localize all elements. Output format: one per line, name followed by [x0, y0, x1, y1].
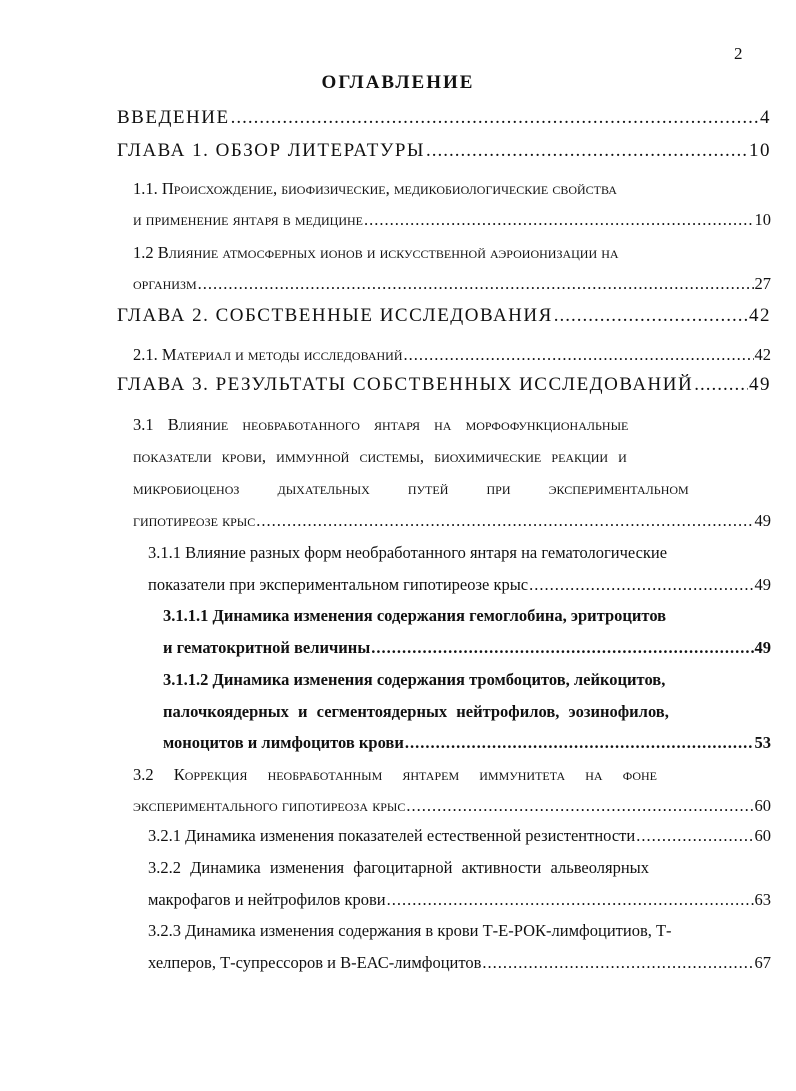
toc-entry-label: макрофагов и нейтрофилов крови: [148, 890, 386, 909]
dot-leader: [426, 140, 748, 162]
toc-entry-chapter-3[interactable]: [117, 374, 771, 396]
toc-page-number: 10: [749, 140, 771, 161]
toc-page-number: 42: [749, 305, 771, 326]
dot-leader: [404, 345, 754, 365]
dot-leader: [256, 511, 753, 531]
toc-page-number: 49: [754, 511, 771, 530]
toc-page-number: 60: [754, 796, 771, 815]
dot-leader: [636, 826, 753, 846]
toc-entry-label: моноцитов и лимфоцитов крови: [163, 733, 404, 752]
toc-entry-2-1[interactable]: [133, 345, 771, 365]
toc-entry-introduction[interactable]: [117, 107, 771, 129]
toc-page-number: 60: [754, 826, 771, 845]
dot-leader: [529, 575, 753, 595]
toc-page-number: 53: [754, 733, 771, 752]
toc-entry-chapter-2[interactable]: [117, 305, 771, 327]
toc-entry-3-1-1-line-1[interactable]: 3.1.1 Влияние разных форм необработанного янтаря на гематологические: [148, 543, 668, 562]
toc-entry-3-1-1-1-line-1[interactable]: 3.1.1.1 Динамика изменения содержания гемоглобина, эритроцитов: [163, 606, 667, 625]
toc-entry-label: показатели при экспериментальном гипотиреозе крыс: [148, 575, 529, 594]
toc-entry-3-2-line-2[interactable]: [133, 796, 771, 816]
toc-entry-label: ВВЕДЕНИЕ: [117, 107, 230, 128]
toc-entry-chapter-1[interactable]: [117, 140, 771, 162]
toc-entry-3-2-1[interactable]: [148, 826, 771, 846]
dot-leader: [387, 890, 754, 910]
toc-entry-3-2-3-line-2[interactable]: [148, 953, 771, 973]
dot-leader: [405, 733, 754, 753]
toc-entry-3-2-line-1[interactable]: 3.2 Коррекция необработанным янтарем иммунитета на фоне: [133, 765, 658, 784]
dot-leader: [694, 374, 748, 396]
toc-page-number: 27: [754, 274, 771, 293]
dot-leader: [554, 305, 748, 327]
dot-leader: [231, 107, 759, 129]
toc-page-number: 63: [754, 890, 771, 909]
toc-entry-label: экспериментального гипотиреоза крыс: [133, 796, 406, 815]
toc-entry-label: хелперов, Т-супрессоров и В-ЕАС-лимфоцитов: [148, 953, 482, 972]
toc-entry-3-1-line-2[interactable]: показатели крови, иммунной системы, биохимические реакции и: [133, 447, 627, 466]
toc-entry-label: ГЛАВА 3. РЕЗУЛЬТАТЫ СОБСТВЕННЫХ ИССЛЕДОВАНИЙ: [117, 374, 694, 395]
toc-entry-1-2-line-2[interactable]: [133, 274, 771, 294]
toc-page-number: 49: [749, 374, 771, 395]
toc-entry-3-2-3-line-1[interactable]: 3.2.3 Динамика изменения содержания в крови Т-Е-РОК-лимфоцитиов, Т-: [148, 921, 672, 940]
dot-leader: [364, 210, 753, 230]
dot-leader: [198, 274, 754, 294]
toc-entry-3-1-1-2-line-1[interactable]: 3.1.1.2 Динамика изменения содержания тромбоцитов, лейкоцитов,: [163, 670, 666, 689]
dot-leader: [371, 638, 753, 658]
toc-page-number: 10: [754, 210, 771, 229]
toc-entry-label: и гематокритной величины: [163, 638, 371, 657]
toc-entry-label: 2.1. Материал и методы исследований: [133, 345, 403, 364]
toc-entry-1-1-line-1[interactable]: 1.1. Происхождение, биофизические, медикобиологические свойства: [133, 179, 617, 198]
toc-page-number: 49: [754, 638, 771, 657]
toc-entry-3-1-line-1[interactable]: 3.1 Влияние необработанного янтаря на морфофункциональные: [133, 415, 629, 434]
page-title: ОГЛАВЛЕНИЕ: [321, 72, 475, 93]
toc-page-number: 4: [760, 107, 771, 128]
toc-entry-3-1-line-4[interactable]: [133, 511, 771, 531]
toc-entry-label: ГЛАВА 1. ОБЗОР ЛИТЕРАТУРЫ: [117, 140, 425, 161]
toc-page-number: 49: [754, 575, 771, 594]
dot-leader: [482, 953, 753, 973]
toc-entry-3-1-1-2-line-3[interactable]: [163, 733, 771, 753]
page-number: 2: [734, 44, 743, 63]
dot-leader: [406, 796, 753, 816]
toc-entry-1-1-line-2[interactable]: [133, 210, 771, 230]
toc-entry-3-1-line-3[interactable]: микробиоценоз дыхательных путей при экспериментальном: [133, 479, 689, 498]
toc-page-number: 42: [754, 345, 771, 364]
toc-entry-3-1-1-2-line-2[interactable]: палочкоядерных и сегментоядерных нейтрофилов, эозинофилов,: [163, 702, 669, 721]
toc-page-number: 67: [754, 953, 771, 972]
toc-entry-3-2-2-line-1[interactable]: 3.2.2 Динамика изменения фагоцитарной активности альвеолярных: [148, 858, 650, 877]
toc-entry-label: 3.2.1 Динамика изменения показателей естественной резистентности: [148, 826, 636, 845]
toc-entry-1-2-line-1[interactable]: 1.2 Влияние атмосферных ионов и искусственной аэроионизации на: [133, 243, 619, 262]
toc-entry-label: гипотиреозе крыс: [133, 511, 256, 530]
toc-entry-3-1-1-line-2[interactable]: [148, 575, 771, 595]
toc-entry-3-2-2-line-2[interactable]: [148, 890, 771, 910]
toc-entry-3-1-1-1-line-2[interactable]: [163, 638, 771, 658]
toc-entry-label: организм: [133, 274, 197, 293]
toc-entry-label: и применение янтаря в медицине: [133, 210, 364, 229]
toc-entry-label: ГЛАВА 2. СОБСТВЕННЫЕ ИССЛЕДОВАНИЯ: [117, 305, 553, 326]
